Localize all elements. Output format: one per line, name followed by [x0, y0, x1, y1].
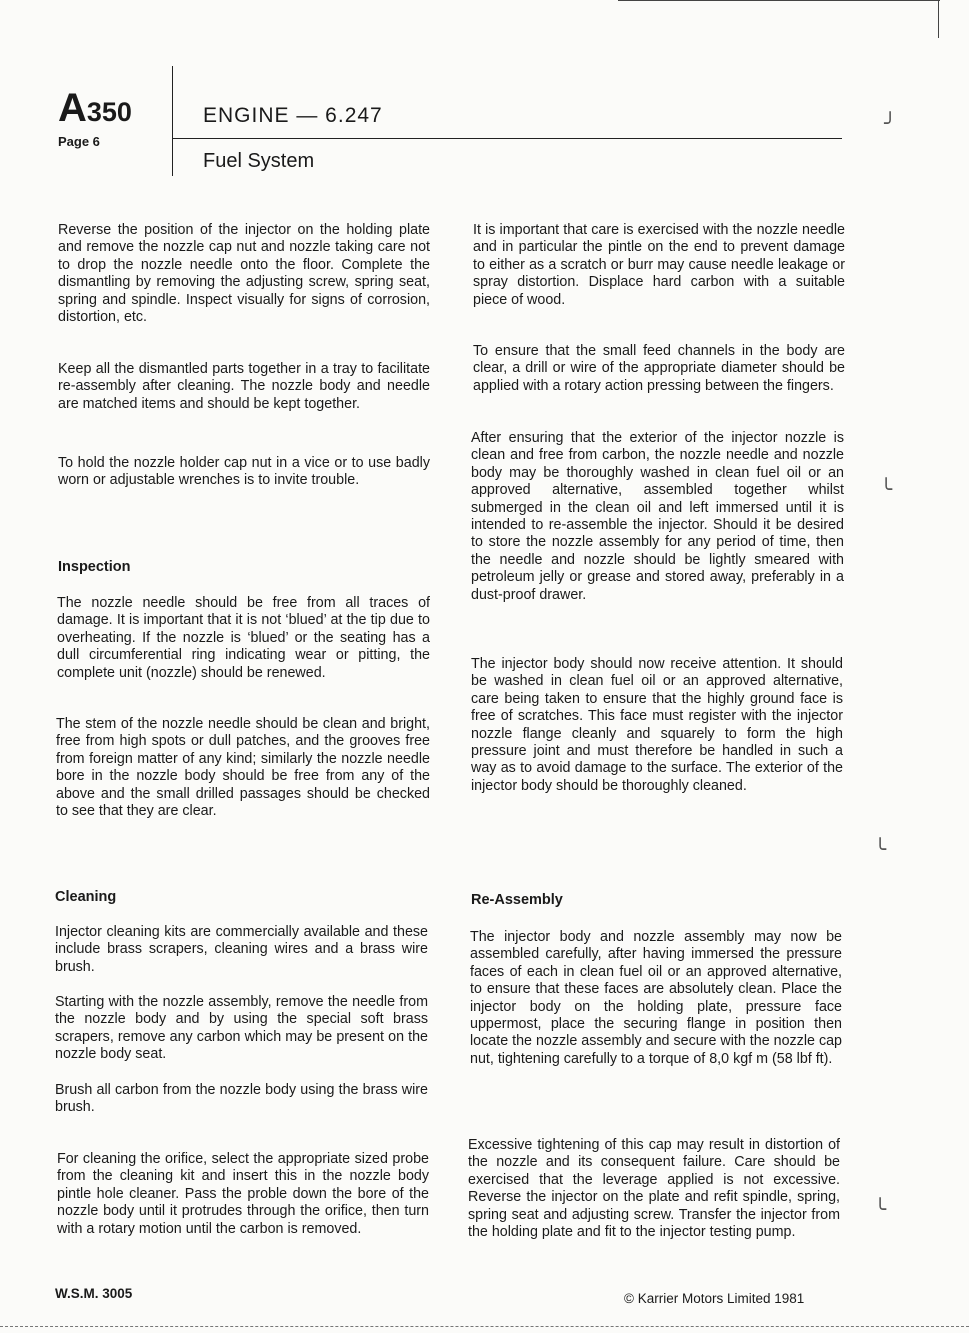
top-border-line	[618, 0, 940, 1]
right-para-3: After ensuring that the exterior of the injector nozzle is clean and free from carbon, the nozzle needle and nozzle body may be thoroughly washed in clean fuel oil or an approved alternative, assembled together whilst submerged in the clean oil and left immersed until it is intended to re-assemble the injector. Should it be desired to store the nozzle assembly for any period of time, then the needle and nozzle should be lightly smeared with petroleum jelly or grease and stored away, preferably in a dust-proof drawer.	[471, 430, 844, 603]
left-para-9: For cleaning the orifice, select the appropriate sized probe from the cleaning kit and insert this in the nozzle body pintle hole cleaner. Pass the proble down the bore of the nozzle body until it protrudes through the orifice, then turn with a rotary motion until the carbon is removed.	[57, 1151, 429, 1237]
margin-mark-2: ╰	[880, 479, 893, 501]
margin-mark-3: ╰	[874, 839, 887, 861]
footer-document-ref: W.S.M. 3005	[55, 1286, 133, 1301]
page-number: Page 6	[58, 134, 100, 149]
document-code	[58, 88, 132, 128]
right-para-6: Excessive tightening of this cap may result in distortion of the nozzle and its consequent failure. Care should be exercised that the leverage applied is not excessive. Reverse the injector on the plate and refit spindle, spring, spring seat and adjusting screw. Transfer the injector from the holding plate and fit to the injector testing pump.	[468, 1137, 840, 1241]
right-para-4: The injector body should now receive attention. It should be washed in clean fuel oil or an approved alternative, care being taken to ensure that the highly ground face is free of scratches. This face must register with the injector nozzle flange cleanly and squarely to form the high pressure joint and must therefore be handled in such a way as to avoid damage to the surface. The exterior of the injector body should be thoroughly cleaned.	[471, 656, 843, 794]
reassembly-heading: Re-Assembly	[471, 892, 563, 908]
left-para-8: Brush all carbon from the nozzle body using the brass wire brush.	[55, 1082, 428, 1116]
right-para-5: The injector body and nozzle assembly may now be assembled carefully, after having immersed the pressure faces of each in clean fuel oil or an approved alternative, to ensure that these faces are absolutely clean. Place the injector body on the holding plate, pressure face uppermost, place the securing flange in position then locate the nozzle assembly and secure with the nozzle cap nut, tightening carefully to a torque of 8,0 kgf m (58 lbf ft).	[470, 929, 842, 1067]
right-para-2: To ensure that the small feed channels in the body are clear, a drill or wire of the appropriate diameter should be applied with a rotary action pressing between the fingers.	[473, 343, 845, 394]
margin-mark-1: ╯	[884, 113, 897, 135]
margin-mark-4: ╰	[874, 1199, 887, 1221]
left-para-7: Starting with the nozzle assembly, remove the needle from the nozzle body and by using the special soft brass scrapers, remove any carbon which may be present on the nozzle body seat.	[55, 994, 428, 1063]
bottom-scan-edge	[0, 1326, 969, 1327]
engine-title: ENGINE — 6.247	[203, 104, 383, 127]
left-para-6: Injector cleaning kits are commercially available and these include brass scrapers, cleaning wires and a brass wire brush.	[55, 924, 428, 975]
left-para-3: To hold the nozzle holder cap nut in a vice or to use badly worn or adjustable wrenches is to invite trouble.	[58, 455, 430, 489]
left-para-5: The stem of the nozzle needle should be clean and bright, free from high spots or dull patches, and the grooves free from foreign matter of any kind; similarly the nozzle needle bore in the nozzle body should be free from any of the above and the small drilled passages should be checked to see that they are clear.	[56, 716, 430, 820]
section-title: Fuel System	[203, 150, 315, 172]
inspection-heading: Inspection	[58, 559, 131, 575]
right-para-1: It is important that care is exercised with the nozzle needle and in particular the pintle on the end to prevent damage to either as a scratch or burr may cause needle leakage or spray distortion. Displace hard carbon with a suitable piece of wood.	[473, 222, 845, 308]
cleaning-heading: Cleaning	[55, 889, 117, 905]
right-border-line	[938, 0, 939, 38]
doc-letter: A	[58, 86, 86, 130]
left-para-4: The nozzle needle should be free from all traces of damage. It is important that it is not ‘blued’ at the tip due to overheating. If the nozzle is ‘blued’ or the seating has a dull circumferential ring indicating wear or pitting, the complete unit (nozzle) should be renewed.	[57, 595, 430, 681]
doc-number: 350	[86, 97, 132, 127]
header-horizontal-rule	[172, 138, 842, 139]
left-para-1: Reverse the position of the injector on the holding plate and remove the nozzle cap nut and nozzle taking care not to drop the nozzle needle onto the floor. Complete the dismantling by removing the adjusting screw, spring seat, spring and spindle. Inspect visually for signs of corrosion, distortion, etc.	[58, 222, 430, 326]
left-para-2: Keep all the dismantled parts together in a tray to facilitate re-assembly after cleaning. The nozzle body and needle are matched items and should be kept together.	[58, 361, 430, 412]
footer-copyright: © Karrier Motors Limited 1981	[624, 1291, 805, 1306]
header-vertical-rule	[172, 66, 173, 176]
